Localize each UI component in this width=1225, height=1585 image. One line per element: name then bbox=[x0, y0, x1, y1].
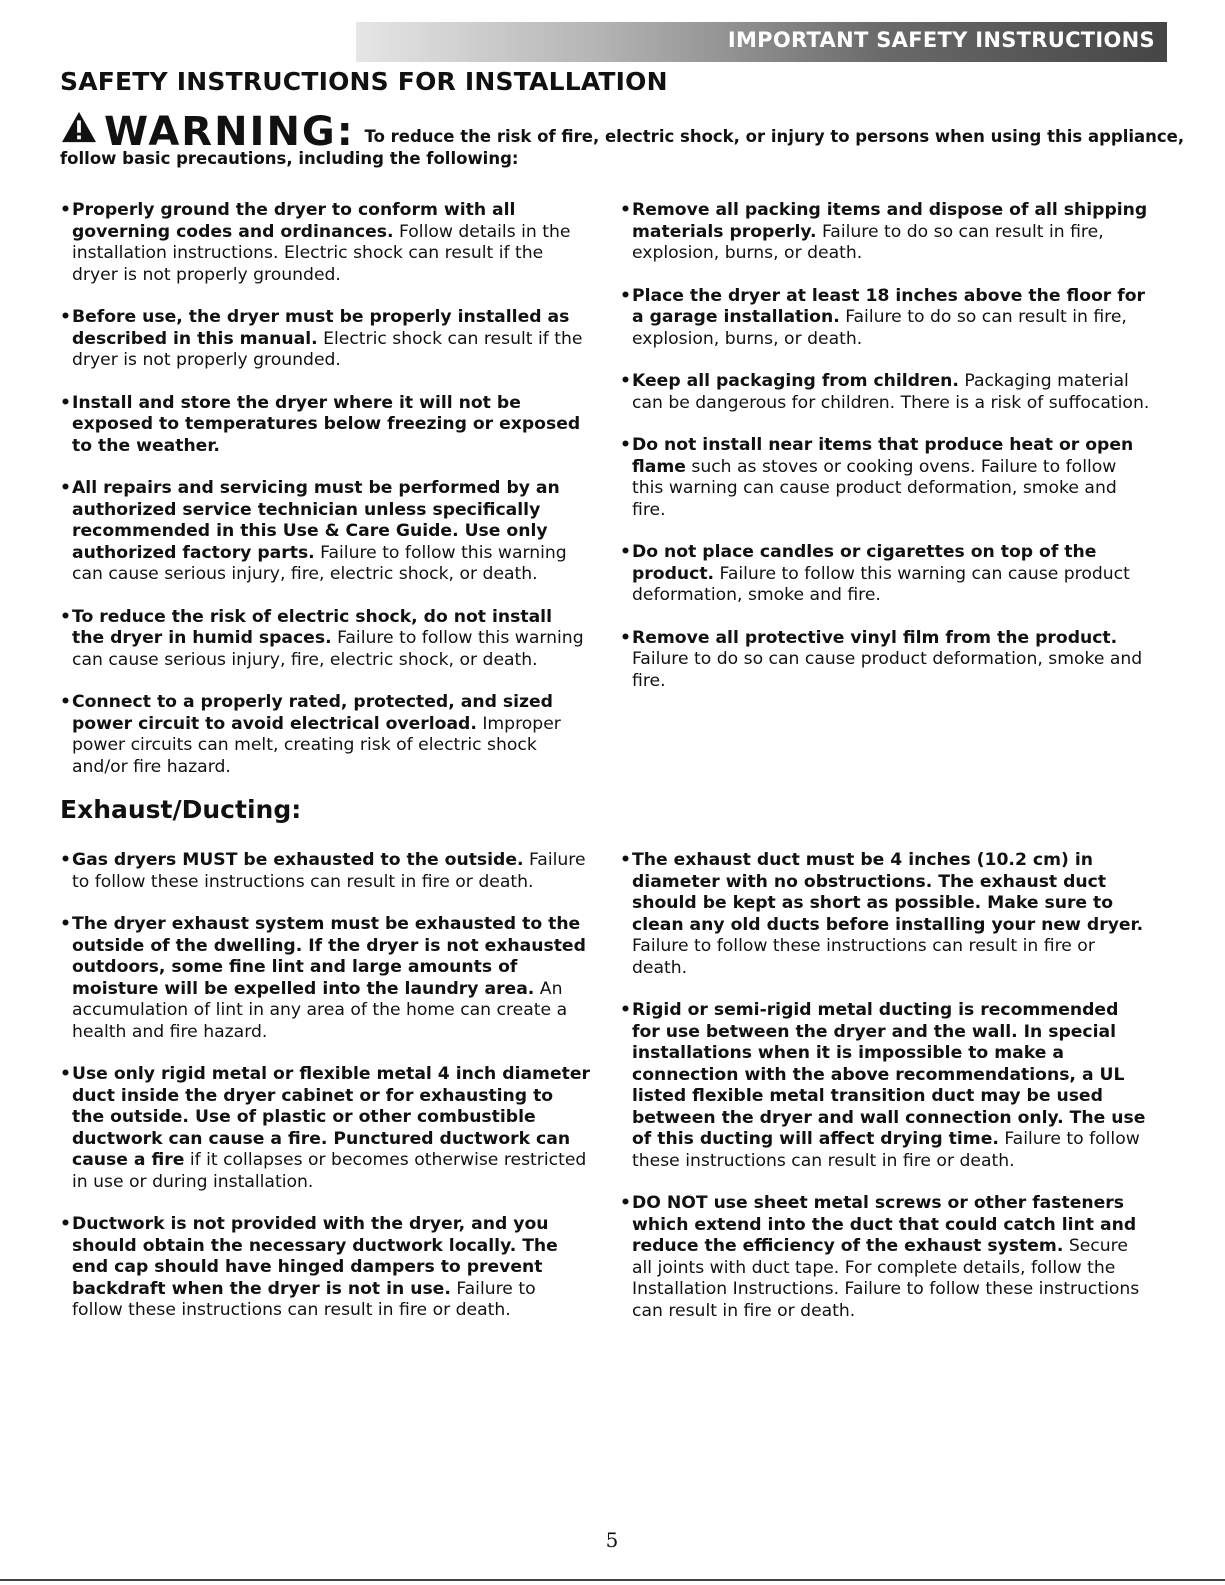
bullet-body-text: Failure to follow this warning can cause serious injury, fire, electric shock, or death. bbox=[72, 628, 584, 670]
bullet-bold-text: To reduce the risk of electric shock, do not install the dryer in humid spaces. bbox=[72, 606, 552, 648]
exhaust-left-column bbox=[60, 850, 590, 1343]
bottom-rule bbox=[0, 1579, 1225, 1581]
bullet-item bbox=[620, 435, 1150, 521]
warning-text-line1: To reduce the risk of fire, electric shock, or injury to persons when using this appliance, bbox=[364, 127, 1185, 146]
bullet-item bbox=[60, 200, 590, 286]
bullet-bold-text: All repairs and servicing must be performed by an authorized service technician unless specifically recommended in this Use & Care Guide. Use only authorized factory parts. bbox=[72, 478, 560, 563]
bullet-bold-text: Install and store the dryer where it will not be exposed to temperatures below freezing or exposed to the weather. bbox=[72, 392, 581, 456]
bullet-body-text: Follow details in the installation instructions. Electric shock can result if the dryer is not properly grounded. bbox=[72, 221, 571, 285]
bullet-bold-text: Do not place candles or cigarettes on top of the product. bbox=[632, 542, 1097, 584]
bullet-item bbox=[60, 914, 590, 1043]
exhaust-section-title: Exhaust/Ducting: bbox=[60, 795, 302, 824]
bullet-body-text: if it collapses or becomes otherwise restricted in use or during installation. bbox=[72, 1150, 587, 1192]
bullet-item bbox=[620, 628, 1150, 693]
bullet-bold-text: DO NOT use sheet metal screws or other fasteners which extend into the duct that could catch lint and reduce the efficiency of the exhaust system. bbox=[632, 1193, 1137, 1256]
bullet-item bbox=[620, 1193, 1150, 1322]
bullet-bold-text: Properly ground the dryer to conform with all governing codes and ordinances. bbox=[72, 200, 516, 242]
bullet-item bbox=[620, 542, 1150, 607]
bullet-bold-text: Use only rigid metal or flexible metal 4 inch diameter duct inside the dryer cabinet or for exhausting to the outside. Use of plastic or other combustible ductwork can cause a fire. Punctured ductwork can cause a fire bbox=[72, 1064, 590, 1170]
bullet-bold-text: Remove all packing items and dispose of all shipping materials properly. bbox=[632, 200, 1148, 242]
bullet-body-text: Failure to do so can result in fire, explosion, burns, or death. bbox=[632, 307, 1127, 349]
bullet-item bbox=[620, 200, 1150, 265]
bullet-body-text: Failure to follow this warning can cause serious injury, fire, electric shock, or death. bbox=[72, 542, 567, 584]
bullet-item bbox=[60, 478, 590, 586]
bullet-item bbox=[60, 692, 590, 778]
bullet-bold-text: Before use, the dryer must be properly installed as described in this manual. bbox=[72, 307, 570, 349]
bullet-bold-text: Place the dryer at least 18 inches above the floor for a garage installation. bbox=[632, 285, 1146, 327]
exhaust-right-column bbox=[620, 850, 1150, 1343]
bullet-item bbox=[60, 393, 590, 458]
bullet-body-text: An accumulation of lint in any area of the home can create a health and fire hazard. bbox=[72, 978, 568, 1042]
page-number: 5 bbox=[605, 1528, 619, 1552]
bullet-body-text: Packaging material can be dangerous for children. There is a risk of suffocation. bbox=[632, 371, 1150, 413]
bullet-body-text: Electric shock can result if the dryer is not properly grounded. bbox=[72, 328, 583, 370]
bullet-bold-text: The exhaust duct must be 4 inches (10.2 cm) in diameter with no obstructions. The exhaust duct should be kept as short as possible. Make sure to clean any old ducts before installing your new dryer. bbox=[632, 850, 1144, 935]
bullet-item bbox=[60, 1214, 590, 1322]
bullet-item bbox=[60, 607, 590, 672]
bullet-body-text: Failure to follow these instructions can result in fire or death. bbox=[632, 936, 1095, 978]
bullet-body-text: Failure to do so can result in fire, explosion, burns, or death. bbox=[632, 221, 1104, 263]
warning-triangle-icon bbox=[60, 110, 98, 144]
bullet-item bbox=[620, 371, 1150, 414]
bullet-bold-text: The dryer exhaust system must be exhausted to the outside of the dwelling. If the dryer is not exhausted outdoors, some fine lint and large amounts of moisture will be expelled into the laundry area. bbox=[72, 914, 586, 999]
bullet-bold-text: Remove all protective vinyl film from the product. bbox=[632, 627, 1118, 648]
header-banner-text: IMPORTANT SAFETY INSTRUCTIONS bbox=[727, 28, 1155, 52]
bullet-body-text: Failure to follow these instructions can result in fire or death. bbox=[72, 1278, 536, 1320]
bullet-bold-text: Ductwork is not provided with the dryer, and you should obtain the necessary ductwork locally. The end cap should have hinged dampers to prevent backdraft when the dryer is not in use. bbox=[72, 1214, 558, 1299]
bullet-item bbox=[60, 1064, 590, 1193]
bullet-body-text: such as stoves or cooking ovens. Failure to follow this warning can cause product deformation, smoke and fire. bbox=[632, 456, 1117, 520]
bullet-body-text: Failure to do so can cause product deformation, smoke and fire. bbox=[632, 649, 1143, 691]
section-title: SAFETY INSTRUCTIONS FOR INSTALLATION bbox=[60, 67, 668, 96]
bullet-bold-text: Do not install near items that produce heat or open flame bbox=[632, 435, 1134, 477]
bullet-bold-text: Keep all packaging from children. bbox=[632, 371, 959, 391]
bullet-item bbox=[620, 286, 1150, 351]
installation-right-column bbox=[620, 200, 1150, 713]
bullet-body-text: Secure all joints with duct tape. For complete details, follow the Installation Instructions. Failure to follow these instructions can result in fire or death. bbox=[632, 1236, 1140, 1321]
header-banner bbox=[356, 22, 1167, 62]
bullet-item bbox=[620, 850, 1150, 979]
bullet-body-text: Failure to follow these instructions can result in fire or death. bbox=[72, 850, 586, 892]
bullet-body-text: Failure to follow these instructions can result in fire or death. bbox=[632, 1129, 1140, 1171]
warning-word: WARNING: bbox=[104, 109, 355, 155]
bullet-item bbox=[60, 850, 590, 893]
bullet-item bbox=[620, 1000, 1150, 1172]
bullet-bold-text: Rigid or semi-rigid metal ducting is recommended for use between the dryer and the wall. In special installations when it is impossible to make a connection with the above recommendations, a UL listed flexible metal transition duct may be used between the dryer and wall connection only. The use of this ducting will affect drying time. bbox=[632, 1000, 1146, 1149]
installation-left-column bbox=[60, 200, 590, 799]
bullet-body-text: Improper power circuits can melt, creating risk of electric shock and/or fire hazard. bbox=[72, 713, 561, 777]
warning-text-line2: follow basic precautions, including the following: bbox=[60, 149, 519, 168]
bullet-bold-text: Connect to a properly rated, protected, and sized power circuit to avoid electrical overload. bbox=[72, 692, 553, 734]
bullet-bold-text: Gas dryers MUST be exhausted to the outside. bbox=[72, 850, 524, 870]
warning-block bbox=[60, 109, 1185, 170]
bullet-body-text: Failure to follow this warning can cause product deformation, smoke and fire. bbox=[632, 563, 1130, 605]
bullet-item bbox=[60, 307, 590, 372]
